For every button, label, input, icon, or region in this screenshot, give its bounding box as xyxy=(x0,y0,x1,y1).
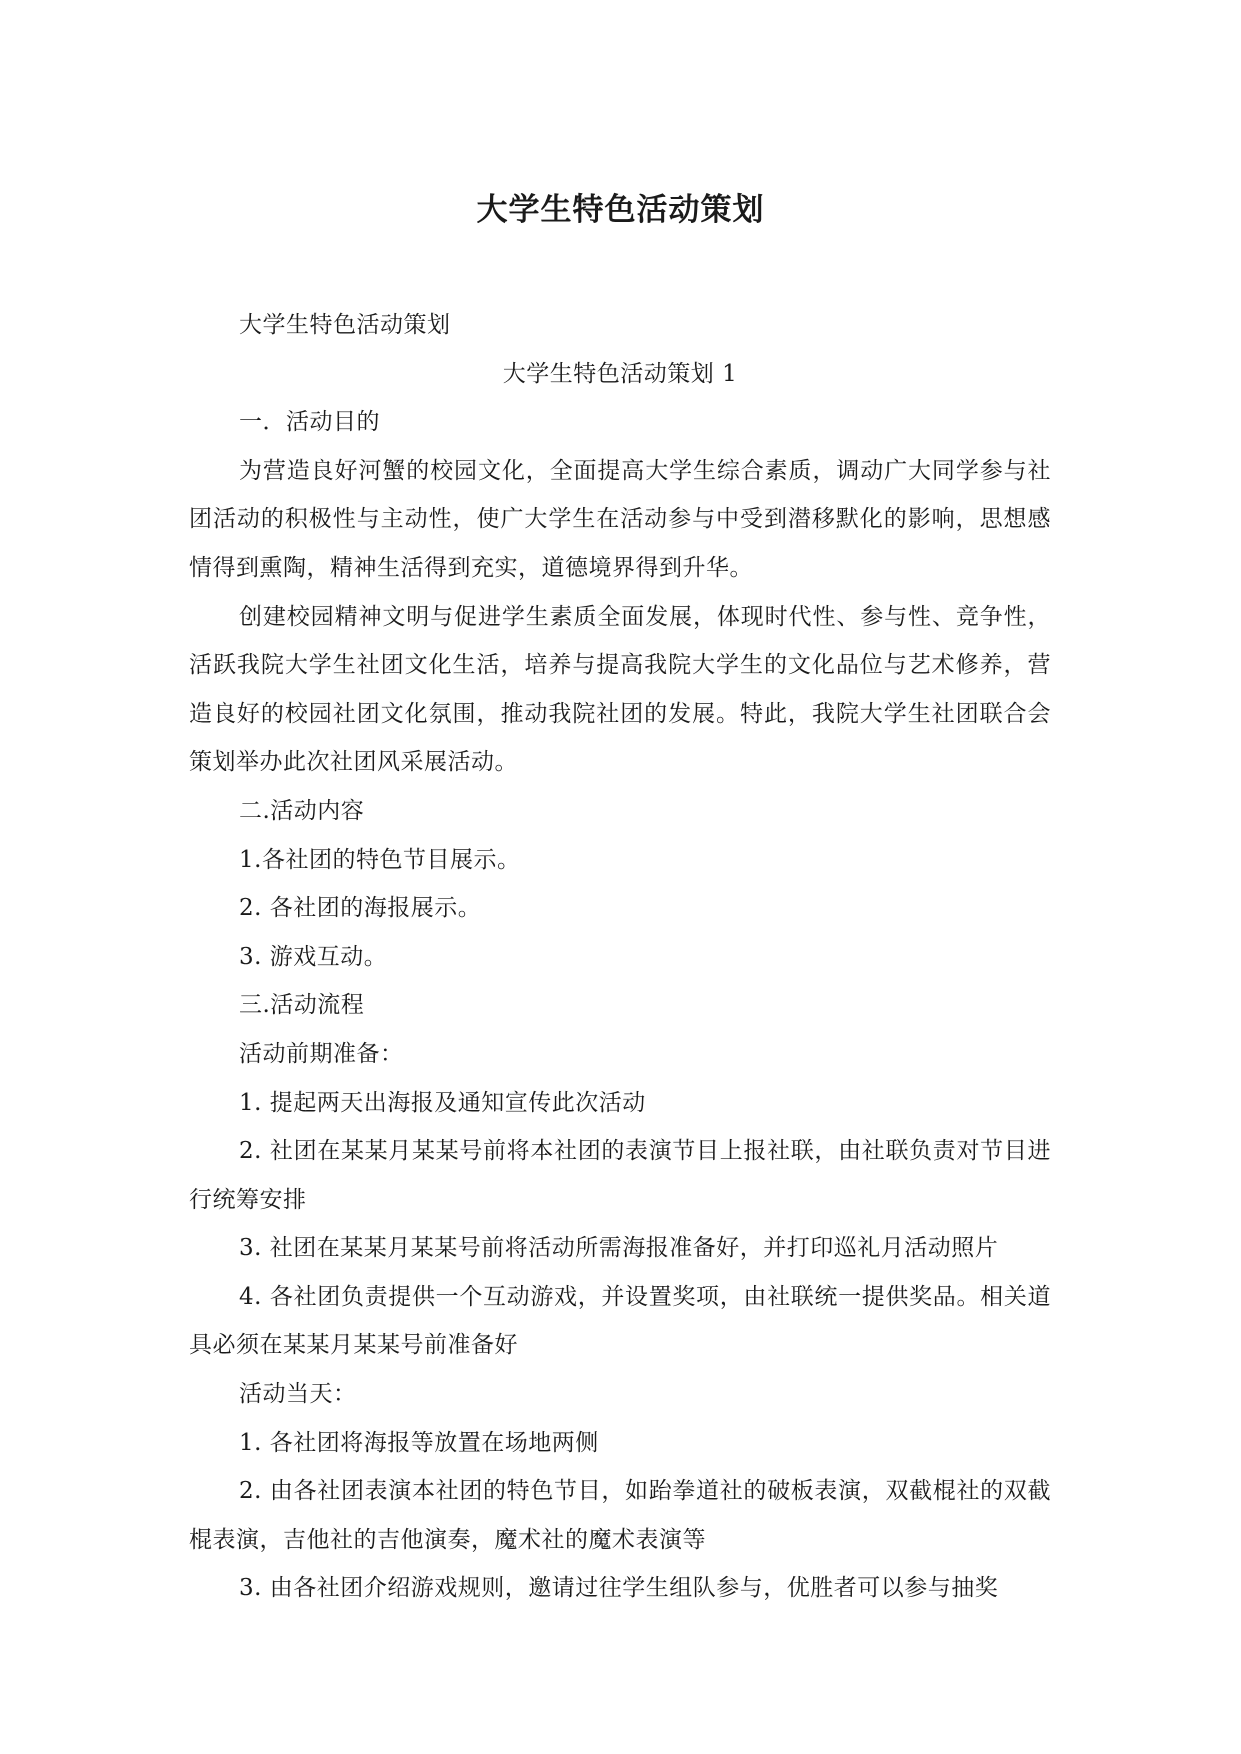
subheading-event-day: 活动当天： xyxy=(239,1381,357,1408)
list-item-preparation-3: 3. 社团在某某月某某号前将活动所需海报准备好，并打印巡礼月活动照片 xyxy=(239,1235,999,1262)
list-item-content-1: 1.各社团的特色节目展示。 xyxy=(239,846,521,873)
paragraph-purpose-2: 创建校园精神文明与促进学生素质全面发展，体现时代性、参与性、竞争性，活跃我院大学生社团文化生活，培养与提高我院大学生的文化品位与艺术修养，营造良好的校园社团文化氛围，推动我院社团的发展。特此，我院大学生社团联合会策划举办此次社团风采展活动。 xyxy=(189,603,1051,776)
list-item-preparation-1: 1. 提起两天出海报及通知宣传此次活动 xyxy=(239,1089,646,1116)
list-item-event-day-1: 1. 各社团将海报等放置在场地两侧 xyxy=(239,1429,599,1456)
heading-content: 二.活动内容 xyxy=(239,797,365,824)
document-body xyxy=(189,301,1051,1613)
list-item-preparation-4: 4. 各社团负责提供一个互动游戏，并设置奖项，由社联统一提供奖品。相关道具必须在某某月某某号前准备好 xyxy=(189,1283,1051,1359)
heading-purpose: 一．活动目的 xyxy=(239,409,380,436)
list-item-event-day-2: 2. 由各社团表演本社团的特色节目，如跆拳道社的破板表演，双截棍社的双截棍表演，吉他社的吉他演奏，魔术社的魔术表演等 xyxy=(189,1478,1051,1553)
list-item-event-day-3: 3. 由各社团介绍游戏规则，邀请过往学生组队参与，优胜者可以参与抽奖 xyxy=(239,1575,999,1602)
paragraph-purpose-1: 为营造良好河蟹的校园文化，全面提高大学生综合素质，调动广大同学参与社团活动的积极性与主动性，使广大学生在活动参与中受到潜移默化的影响，思想感情得到熏陶，精神生活得到充实，道德境界得到升华。 xyxy=(189,457,1051,581)
list-item-content-2: 2. 各社团的海报展示。 xyxy=(239,895,482,922)
list-item-preparation-2: 2. 社团在某某月某某号前将本社团的表演节目上报社联，由社联负责对节目进行统筹安排 xyxy=(189,1138,1051,1213)
heading-process: 三.活动流程 xyxy=(239,992,365,1019)
subheading-preparation: 活动前期准备： xyxy=(239,1040,404,1067)
paragraph-subtitle: 大学生特色活动策划 xyxy=(239,312,451,338)
document-title: 大学生特色活动策划 xyxy=(476,192,765,228)
section-heading-1: 大学生特色活动策划 1 xyxy=(502,360,738,387)
list-item-content-3: 3. 游戏互动。 xyxy=(239,943,388,970)
